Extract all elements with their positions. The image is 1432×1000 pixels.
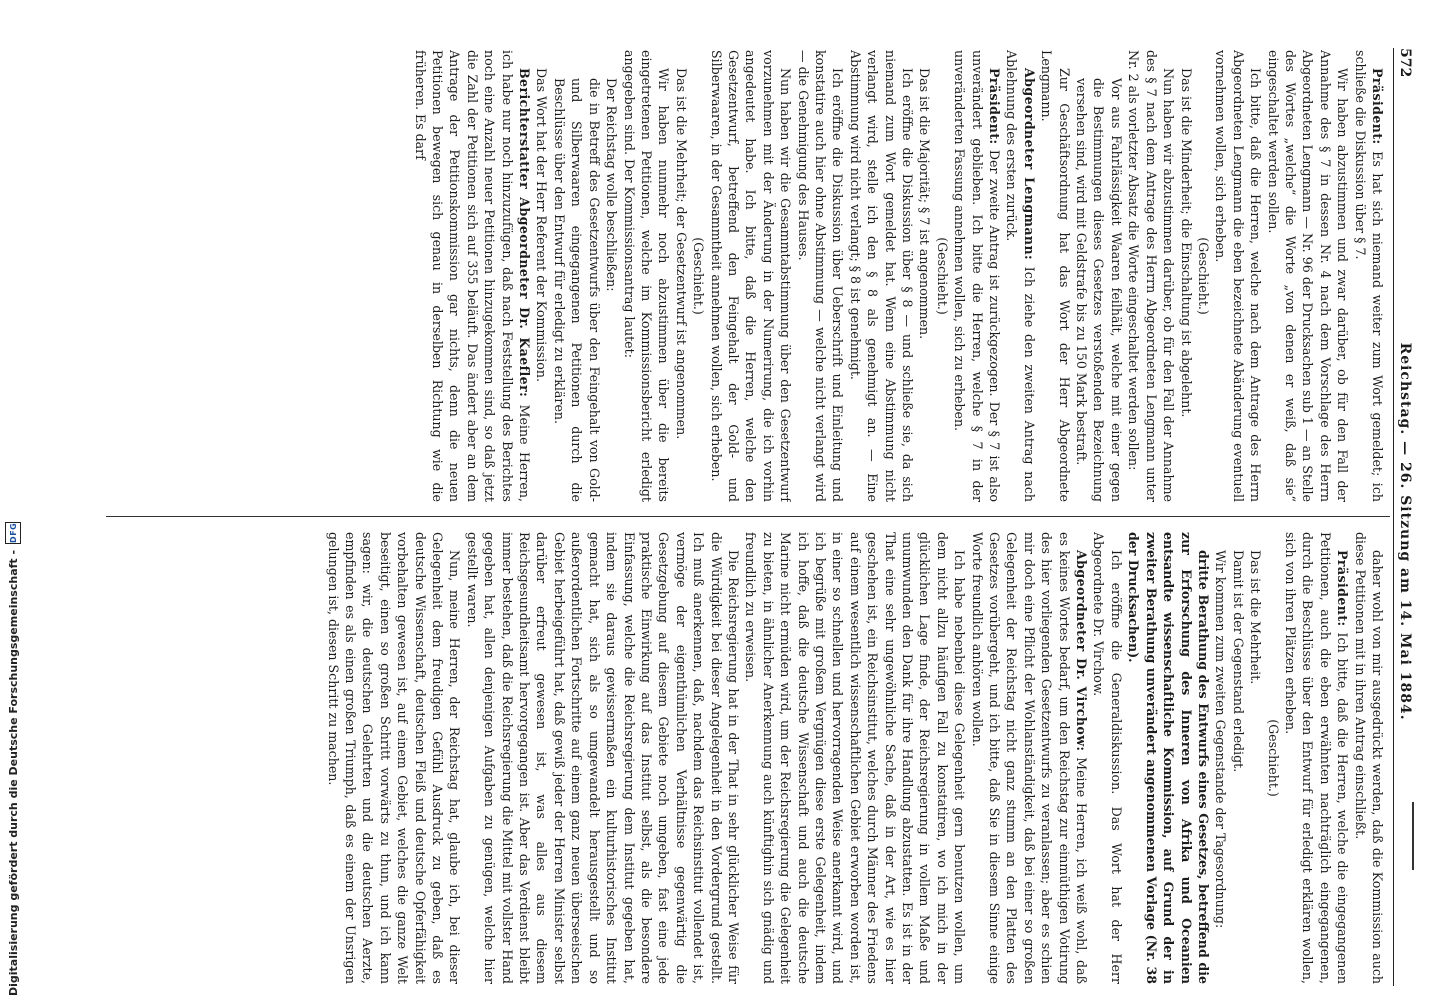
paragraph-text: Wir haben abzustimmen und zwar darüber, ob für den Fall der Annahme des § 7 in dessen Nr. 4 nach dem Vorschlage des Herrn Abgeordneten Lengmann — Nr. 96 der Drucksachen sub 1 — an Stelle des Wortes „welche“ die Worte „von denen er weiß, daß sie“ eingeschaltet werden sollen. (1265, 50, 1351, 502)
paragraph-text: (Geschieht.) (934, 237, 950, 315)
paragraph (1229, 532, 1246, 984)
paragraph (1212, 50, 1264, 502)
page-number: 572 (1397, 48, 1413, 78)
rotated-document-page (106, 42, 1416, 992)
paragraph (951, 50, 1003, 502)
paragraph-text: (Geschieht.) (1265, 719, 1281, 797)
paragraph (742, 532, 968, 984)
column-divider (106, 516, 1390, 517)
paragraph-text: Ich eröffne die Diskussion über § 8 — und schließe sie, da sich niemand zum Wort gemeldet hat. Wenn eine Abstimmung nicht verlangt wird, stelle ich den § 8 als genehmigt an. — Eine Abstimmung wird nicht verlangt; § 8 ist genehmigt. (847, 50, 916, 502)
paragraph-text: Zur Geschäftsordnung hat das Wort der Herr Abgeordnete Lengmann. (1039, 50, 1072, 502)
speaker-name: Präsident: (1335, 550, 1351, 627)
paragraph (1125, 50, 1177, 502)
paragraph-text: Der zweite Antrag ist zurückgezogen. Der § 7 ist also unverändert geblieben. Ich bitte die Herren, welche § 7 in der unveränderten Fassung annehmen wollen, sich zu erheben. (952, 50, 1003, 502)
speaker-name: Präsident: (987, 68, 1003, 145)
paragraph (1195, 50, 1212, 502)
paragraph-text: Vor aus Fahrlässigkeit Waaren feilhält, welche mit einer gegen die Bestimmungen dieses Gesetzes verstoßenden Bezeichnung versehen sind, wird mit Geldstrafe bis zu 150 Mark bestraft. (1074, 78, 1124, 502)
paragraph-text: Das ist die Minderheit; die Einschaltung ist abgelehnt. (1178, 68, 1194, 418)
paragraph-text: daher wohl von mir ausgedrückt werden, daß die Kommission auch diese Petitionen mit in ihren Antrag einschließt. (1352, 532, 1385, 984)
paragraph-text: Damit ist der Gegenstand erledigt. (1230, 550, 1246, 773)
paragraph (1090, 532, 1125, 984)
paragraph-text: Ich bitte, daß die Herren, welche nach dem Antrage des Herrn Abgeordneten Lengmann die eben bezeichnete Abänderung eventuell vornehmen wollen, sich erheben. (1213, 50, 1264, 502)
paragraph-text: Ich ziehe den zweiten Antrag nach Ablehnung des ersten zurück. (1004, 50, 1037, 502)
paragraph (1038, 50, 1073, 502)
paragraph (551, 50, 603, 502)
paragraph (968, 532, 1090, 984)
speaker-name: Abgeordneter Dr. Virchow: (1074, 550, 1090, 752)
paragraph-text: Meine Herren, ich habe nur noch hinzuzufügen, daß nach Feststellung des Berichtes noch eine Anzahl neuer Petitionen hinzugekommen sind, so daß jetzt die Zahl der Petitionen sich auf 355 beläuft. Das ändert aber an dem Antrage der Petitionskommission gar nichts, denn die neuen Petitionen bewegen sich genau in derselben Richtung wie die früheren. Es darf (412, 50, 533, 502)
paragraph-text: Ich habe nebenbei diese Gelegenheit gern benutzen wollen, um dem nicht allzu häufigen Fall zu konstatiren, wo ich mich in der glücklichen Lage finde, der Reichsregierung in vollem Maße und unumwunden den Dank für ihre Handlung abzustatten. Es ist in der That eine sehr ungewöhnliche Sache, daß in der Art, wie es hier geschehen ist, ein Reichsinstitut, welches durch Männer des Friedens auf einem wesentlich wissenschaftlichen Gebiet erworben worden ist, in einer so schnellen und hervorragenden Weise anerkannt wird, und ich begrüße mit großem Vergnügen diese erste Gelegenheit, indem ich hoffe, daß die deutsche Wissenschaft und auch die deutsche Marine nicht ermüden wird, um der Reichsregierung die Gelegenheit zu bieten, in ähnlicher Anerkennung auch künftighin sich gnädig und freundlich zu erweisen. (743, 532, 968, 984)
speaker-name: Berichterstatter Abgeordneter Dr. Kaefler: (517, 68, 533, 398)
paragraph (1351, 50, 1386, 502)
paragraph-text: Es hat sich niemand weiter zum Wort gemeldet; ich schließe die Diskussion über § 7. (1352, 50, 1385, 502)
paragraph (1282, 532, 1352, 984)
paragraph-text: (Geschieht.) (1195, 237, 1211, 315)
paragraph-text: Wir haben nunmehr noch abzustimmen über die bereits eingetretenen Petitionen, welche im Kommissionsbericht erledigt angegeben sind. Der Kommissionsantrag lautet: (621, 50, 672, 502)
paragraph (916, 50, 933, 502)
paragraph-text: Der Reichstag wolle beschließen: (604, 78, 620, 292)
paragraph (603, 50, 620, 502)
paragraph (411, 50, 533, 502)
paragraph-text: Nun, meine Herren, der Reichstag hat, glaube ich, bei dieser Gelegenheit dem freudigen Gefühl Ausdruck zu geben, daß es deutsche Wissenschaft, deutschen Fleiß und deutsche Opferfähigkeit vorbehalten gewesen ist, auf einem Gebiet, welches die ganze Welt beseitigt, einen so großen Schritt vorwärts zu thun, und ich kann sagen: wir, die deutschen Gelehrten und die deutschen Aerzte, empfinden es als einen großen Triumph, daß es einem der Unsrigen gelungen ist, diesen Schritt zu machen. (325, 532, 463, 984)
speaker-name: Abgeordneter Lengmann: (1021, 68, 1037, 261)
paragraph-text: Meine Herren, ich weiß wohl, daß es keines Wortes bedarf, um den Reichstag zur einmüthigen Votirung des hier vorliegenden Gesetzentwurfs zu veranlassen; aber es schien mir doch eine Pflicht der Wohlanständigkeit, daß bei einer so großen Gelegenheit der Reichstag nicht ganz stumm an den Platten des Gesetzes vorübergeht, und ich bitte, daß Sie in diesem Sinne einige Worte freundlich anhören wollen. (969, 532, 1090, 984)
speaker-name: Präsident: (1370, 68, 1385, 145)
paragraph-text: Das Wort hat der Herr Referent der Kommission. (534, 68, 550, 382)
dfg-logo: DFG (5, 522, 21, 544)
paragraph-text: (Geschieht.) (691, 237, 707, 315)
paragraph (1073, 50, 1125, 502)
paragraph (1247, 532, 1264, 984)
paragraph (846, 50, 916, 502)
paragraph (1177, 50, 1194, 502)
paragraph-text: Das ist die Majorität; § 7 ist angenommen. (917, 68, 933, 340)
paragraph (463, 532, 742, 984)
right-text-column (106, 532, 1386, 984)
paragraph-text: Wir kommen zum zweiten Gegenstande der Tagesordnung: (1213, 550, 1229, 929)
paragraph (933, 50, 950, 502)
digitization-credit: Digitalisierung gefördert durch die Deutsche Forschungsgemeinschaft - (6, 549, 20, 996)
page-header (1393, 48, 1416, 986)
paragraph-text: Ich eröffne die Generaldiskussion. Das Wort hat der Herr Abgeordnete Dr. Virchow. (1091, 532, 1124, 984)
running-title: Reichstag. — 26. Sitzung am 14. Mai 1884. (1397, 342, 1413, 721)
paragraph-text: Ich bitte, daß die Herren, welche die eingegangenen Petitionen, auch die eben erwähnten nachträglich eingegangenen, durch die Beschlüsse über den Entwurf für erledigt erklären wollen, sich von ihren Plätzen erheben. (1282, 532, 1351, 984)
paragraph-text: dritte Berathung des Entwurfs eines Gesetzes, betreffend die zur Erforschung des Inneren von Afrika und Oceanien entsandte wissenschaftliche Kommission, auf Grund der in zweiter Berathung unverändert angenommenen Vorlage (Nr. 38 der Drucksachen). (1126, 532, 1211, 984)
digitization-footer (2, 522, 24, 996)
paragraph-text: Ich eröffne die Diskussion über Ueberschrift und Einleitung und konstatire auch hier ohne Abstimmung — welche nicht verlangt wird — die Genehmigung des Hauses. (795, 50, 846, 502)
paragraph-text: Die Reichsregierung hat in der That in sehr glücklicher Weise für die Würdigkeit bei dieser Angelegenheit in den Vordergrund gestellt. Ich muß anerkennen, daß, nachdem das Reichsinstitut vollendet ist, vermöge der eigenthümlichen Verhältnisse gegenwärtig die Gesetzgebung auf diesem Gebiete noch umgeben, fast eine jede praktische Einwirkung auf das Institut selbst, als die besondere Einfassung, welche die Reichsregierung dem Institut gegeben hat, indem sie daraus gewissermaßen ein kulturhistorisches Institut gemacht hat, sich als so umgewandelt herausgestellt und so außerordentlichen Fortschritte auf einem ganz neuen überseeischen Gebiet herbeigeführt hat, daß gewiß jeder der Herren Minister selbst darüber erfreut gewesen ist, was alles aus diesem Reichsgesundheitsamt hervorgegangen ist. Aber das Verdienst bleibt immer bestehen, daß die Reichsregierung die Mittel mit vollster Hand gegeben hat, allen denjenigen Aufgaben zu genügen, welche hier gestellt waren. (464, 532, 741, 984)
paragraph (794, 50, 846, 502)
paragraph (1264, 50, 1351, 502)
paragraph (1003, 50, 1038, 502)
paragraph (1351, 532, 1386, 984)
paragraph (1212, 532, 1229, 984)
paragraph (324, 532, 463, 984)
paragraph-text: Das ist die Mehrheit; der Gesetzentwurf ist angenommen. (673, 68, 689, 440)
left-text-column (106, 50, 1386, 502)
paragraph-text: die in Betreff des Gesetzentwurfs über den Feingehalt von Gold- und Silberwaaren eingegangenen Petitionen durch die Beschlüsse über den Entwurf für erledigt zu erklären. (551, 78, 602, 502)
paragraph (533, 50, 550, 502)
paragraph (1264, 532, 1281, 984)
paragraph (690, 50, 707, 502)
paragraph (1125, 532, 1212, 984)
paragraph-text: Nun haben wir abzustimmen darüber, ob für den Fall der Annahme des § 7 nach dem Antrage des Herrn Abgeordneten Lengmann unter Nr. 2 als vorletzter Absatz die Worte eingeschaltet werden sollen: (1126, 50, 1177, 502)
paragraph-text: Das ist die Mehrheit. (1248, 550, 1264, 685)
paragraph (707, 50, 794, 502)
paragraph (672, 50, 689, 502)
paragraph (620, 50, 672, 502)
paragraph-text: Nun haben wir die Gesammtabstimmung über den Gesetzentwurf vorzunehmen mit der Änderung in der Numerirung, die ich vorhin angedeutet habe. Ich bitte, daß die Herren, welche den Gesetzentwurf, betreffend den Feingehalt der Gold- und Silberwaaren, in der Gesammtheit annehmen wollen, sich erheben. (708, 50, 794, 502)
